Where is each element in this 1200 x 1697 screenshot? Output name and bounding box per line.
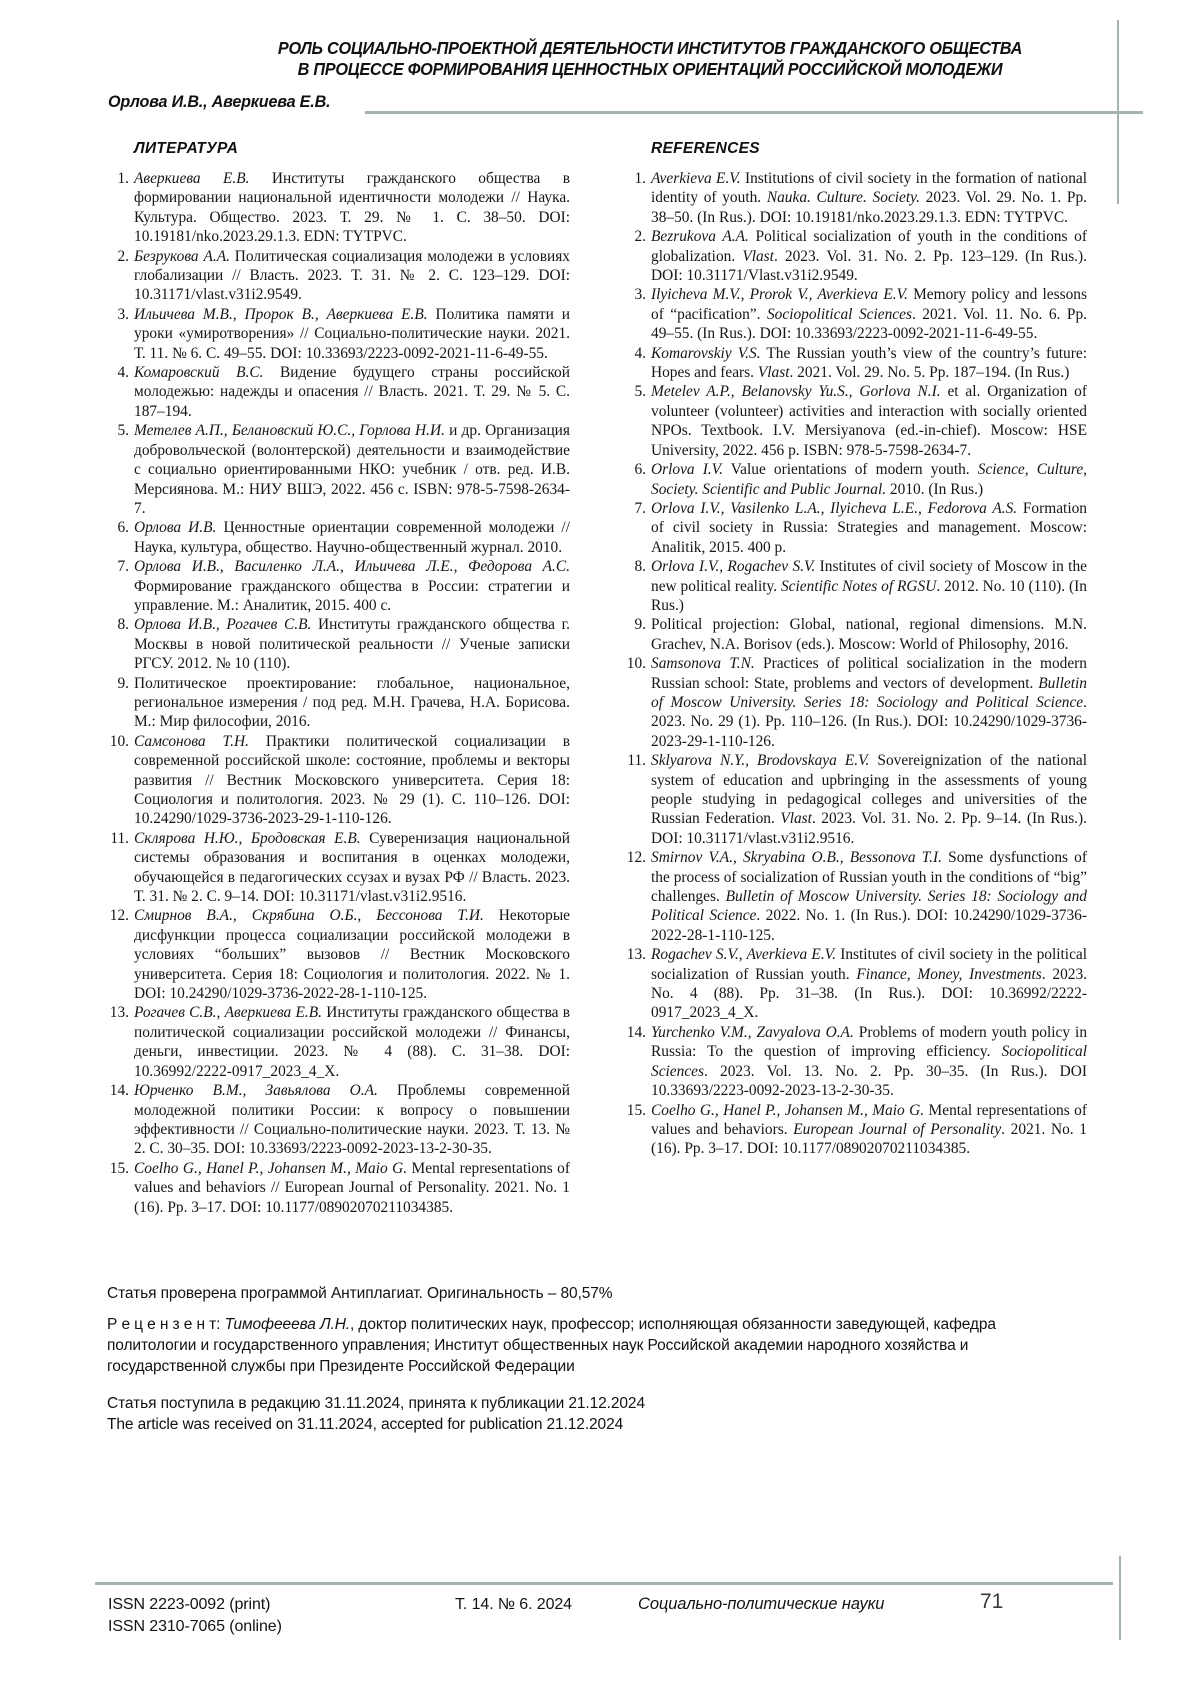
reference-item xyxy=(107,1003,570,1081)
literatura-column xyxy=(107,140,570,1217)
reference-number: 5. xyxy=(117,422,129,440)
reference-text: Метелев А.П., Белановский Ю.С., Горлова Н.И. и др. Организация добровольческой (волонтерской) деятельности и взаимодействие с социально ориентированными НКО: учебник / отв. ред. И.В. Мерсиянова. М.: НИУ ВШЭ, 2022. 456 с. ISBN: 978-5-7598-2634-7. xyxy=(134,422,570,517)
reference-number: 9. xyxy=(117,674,129,692)
reference-item xyxy=(624,499,1087,557)
reference-item xyxy=(107,906,570,1003)
received-date-ru: Статья поступила в редакцию 31.11.2024, принята к публикации 21.12.2024 xyxy=(107,1395,645,1412)
reference-text: Орлова И.В. Ценностные ориентации современной молодежи // Наука, культура, общество. Научно-общественный журнал. 2010. xyxy=(134,519,570,556)
reference-number: 14. xyxy=(109,1082,129,1100)
article-title-line-2: В ПРОЦЕССЕ ФОРМИРОВАНИЯ ЦЕННОСТНЫХ ОРИЕНТАЦИЙ РОССИЙСКОЙ МОЛОДЕЖИ xyxy=(297,58,1003,79)
reference-number: 3. xyxy=(117,305,129,323)
reference-text: Склярова Н.Ю., Бродовская Е.В. Суверенизация национальной системы образования и воспитания в оценках молодежи, обучающейся в педагогических ссузах и вузах РФ // Власть. 2023. Т. 31. № 2. С. 9–14. DOI: 10.31171/vlast.v31i2.9516. xyxy=(134,829,570,906)
issn-block xyxy=(108,1594,282,1638)
antiplagiat-note: Статья проверена программой Антиплагиат. Оригинальность – 80,57% xyxy=(107,1285,613,1302)
reference-number: 7. xyxy=(117,558,129,576)
reference-item xyxy=(107,557,570,615)
reference-item xyxy=(107,829,570,907)
references-list xyxy=(624,169,1087,1159)
reference-number: 14. xyxy=(626,1023,646,1041)
footer-divider-rule xyxy=(95,1582,1113,1585)
reference-number: 6. xyxy=(634,461,646,479)
reference-item xyxy=(624,654,1087,751)
reference-item xyxy=(624,557,1087,615)
reference-text: Metelev A.P., Belanovsky Yu.S., Gorlova N.I. et al. Organization of volunteer (volunteer) activities and interaction with socially oriented NPOs. Textbook. I.V. Mersiyanova (ed.-in-chief). Moscow: HSE University, 2022. 456 p. ISBN: 978-5-7598-2634-7. xyxy=(651,383,1087,459)
reference-number: 11. xyxy=(627,752,646,770)
reference-number: 12. xyxy=(626,849,646,867)
reference-text: Orlova I.V., Vasilenko L.A., Ilyicheva L.E., Fedorova A.S. Formation of civil society in Russia: Strategies and management. Moscow: Analitik, 2015. 400 p. xyxy=(651,499,1088,556)
reference-item xyxy=(107,363,570,421)
reference-item xyxy=(624,460,1087,499)
header-divider-rule xyxy=(365,111,1143,114)
reference-item xyxy=(107,732,570,829)
references-column xyxy=(624,140,1087,1217)
reference-number: 9. xyxy=(634,616,646,634)
reference-columns xyxy=(107,140,1087,1217)
article-title-line-1: РОЛЬ СОЦИАЛЬНО-ПРОЕКТНОЙ ДЕЯТЕЛЬНОСТИ ИНСТИТУТОВ ГРАЖДАНСКОГО ОБЩЕСТВА xyxy=(277,38,1023,58)
reference-text: Coelho G., Hanel P., Johansen M., Maio G. Mental representations of values and behaviors // European Journal of Personality. 2021. No. 1 (16). Pp. 3–17. DOI: 10.1177/08902070211034385. xyxy=(134,1159,570,1216)
literatura-heading: ЛИТЕРАТУРА xyxy=(134,140,239,157)
reference-text: Orlova I.V., Rogachev S.V. Institutes of civil society of Moscow in the new political reality. Scientific Notes of RGSU. 2012. No. 10 (110). (In Rus.) xyxy=(651,558,1087,614)
reference-item xyxy=(624,344,1087,383)
reference-number: 2. xyxy=(634,228,646,246)
reference-text: Samsonova T.N. Practices of political socialization in the modern Russian school: State, problems and vectors of development. Bulletin of Moscow University. Series 18: Sociology and Political Science. 2023. No. 29 (1). Pp. 110–126. (In Rus.). DOI: 10.24290/1029-3736-2023-29-1-110-126. xyxy=(651,655,1087,750)
reference-number: 15. xyxy=(109,1159,129,1177)
reference-item xyxy=(107,518,570,557)
reference-number: 15. xyxy=(626,1101,646,1119)
reference-number: 11. xyxy=(110,829,129,847)
reference-number: 4. xyxy=(634,344,646,362)
reference-text: Ильичева М.В., Пророк В., Аверкиева Е.В. Политика памяти и уроки «умиротворения» // Социально-политические науки. 2021. Т. 11. № 6. С. 49–55. DOI: 10.33693/2223-0092-2021-11-6-49-55. xyxy=(134,305,570,362)
issn-online: ISSN 2310-7065 (online) xyxy=(108,1618,282,1635)
reference-text: Political projection: Global, national, regional dimensions. M.N. Grachev, N.A. Borisov (eds.). Moscow: World of Philosophy, 2016. xyxy=(651,616,1087,653)
reference-number: 10. xyxy=(626,655,646,673)
reference-item xyxy=(107,1159,570,1217)
reference-item xyxy=(107,421,570,518)
reference-item xyxy=(107,1081,570,1159)
reference-item xyxy=(624,169,1087,227)
reference-text: Coelho G., Hanel P., Johansen M., Maio G. Mental representations of values and behaviors. European Journal of Personality. 2021. No. 1 (16). Pp. 3–17. DOI: 10.1177/08902070211034385. xyxy=(651,1101,1088,1158)
reference-text: Ilyicheva M.V., Prorok V., Averkieva E.V. Memory policy and lessons of “pacification”. Sociopolitical Sciences. 2021. Vol. 11. No. 6. Pp. 49–55. (In Rus.). DOI: 10.33693/2223-0092-2021-11-6-49-55. xyxy=(651,286,1088,343)
reference-number: 1. xyxy=(634,170,646,187)
reference-text: Rogachev S.V., Averkieva E.V. Institutes of civil society in the political socialization of Russian youth. Finance, Money, Investments. 2023. No. 4 (88). Pp. 31–38. (In Rus.). DOI: 10.36992/2222-0917_2023_4_X. xyxy=(651,946,1088,1022)
bottom-notes xyxy=(107,1283,1022,1435)
reviewer-note: Р е ц е н з е н т: Тимофееева Л.Н., доктор политических наук, профессор; исполняющая обязанности заведующей, кафедра политологии и государственного управления; Институт общественных наук Российской академии народного хозяйства и государственной службы при Президенте Российской Федерации xyxy=(107,1316,996,1375)
reference-text: Смирнов В.А., Скрябина О.Б., Бессонова Т.И. Некоторые дисфункции процесса социализации российской молодежи в условиях “больших” вызовов // Вестник Московского университета. Серия 18: Социология и политология. 2022. № 1. DOI: 10.24290/1029-3736-2022-28-1-110-125. xyxy=(134,907,570,1003)
reference-text: Smirnov V.A., Skryabina O.B., Bessonova T.I. Some dysfunctions of the process of socialization of Russian youth in the conditions of “big” challenges. Bulletin of Moscow University. Series 18: Sociology and Political Science. 2022. No. 1. (In Rus.). DOI: 10.24290/1029-3736-2022-28-1-110-125. xyxy=(651,849,1087,944)
reference-item xyxy=(624,848,1087,945)
reference-text: Политическое проектирование: глобальное, национальное, региональное измерения / под ред. М.Н. Грачева, Н.А. Борисова. М.: Мир философии, 2016. xyxy=(134,674,570,731)
reference-number: 13. xyxy=(626,946,646,964)
reference-text: Orlova I.V. Value orientations of modern youth. Science, Culture, Society. Scientific and Public Journal. 2010. (In Rus.) xyxy=(651,461,1087,498)
reference-text: Самсонова Т.Н. Практики политической социализации в современной российской школе: состояние, проблемы и векторы развития // Вестник Московского университета. Серия 18: Социология и политология. 2023. № 29 (1). С. 110–126. DOI: 10.24290/1029-3736-2023-29-1-110-126. xyxy=(134,732,570,828)
reference-number: 13. xyxy=(109,1004,129,1022)
reference-item xyxy=(624,1023,1087,1101)
page-number: 71 xyxy=(980,1590,1004,1613)
received-date-en: The article was received on 31.11.2024, accepted for publication 21.12.2024 xyxy=(107,1416,624,1433)
reference-item xyxy=(624,382,1087,460)
footer-vertical-rule xyxy=(1119,1556,1121,1640)
reference-text: Комаровский В.С. Видение будущего страны российской молодежью: надежды и опасения // Власть. 2021. Т. 29. № 5. С. 187–194. xyxy=(134,364,570,420)
reference-item xyxy=(107,169,570,247)
reference-item xyxy=(624,945,1087,1023)
reference-number: 8. xyxy=(634,558,646,576)
reference-number: 12. xyxy=(109,907,129,925)
reference-number: 2. xyxy=(117,247,129,265)
reference-text: Komarovskiy V.S. The Russian youth’s view of the country’s future: Hopes and fears. Vlast. 2021. Vol. 29. No. 5. Pp. 187–194. (In Rus.) xyxy=(651,344,1087,382)
journal-name: Социально-политические науки xyxy=(638,1595,885,1613)
reference-text: Рогачев С.В., Аверкиева Е.В. Институты гражданского общества в политической социализации российской молодежи // Финансы, деньги, инвестиции. 2023. № 4 (88). С. 31–38. DOI: 10.36992/2222-0917_2023_4_X. xyxy=(134,1004,570,1080)
reference-text: Averkieva E.V. Institutions of civil society in the formation of national identity of youth. Nauka. Culture. Society. 2023. Vol. 29. No. 1. Pp. 38–50. (In Rus.). DOI: 10.19181/nko.2023.29.1.3. EDN: TYTPVC. xyxy=(651,170,1087,226)
reference-item xyxy=(624,751,1087,848)
reference-number: 7. xyxy=(634,499,646,517)
reference-number: 6. xyxy=(117,519,129,537)
reference-text: Yurchenko V.M., Zavyalova O.A. Problems of modern youth policy in Russia: To the question of improving efficiency. Sociopolitical Sciences. 2023. Vol. 13. No. 2. Pp. 30–35. (In Rus.). DOI 10.33693/2223-0092-2023-13-2-30-35. xyxy=(651,1023,1088,1100)
reference-number: 4. xyxy=(117,364,129,382)
reference-number: 5. xyxy=(634,383,646,401)
reference-item xyxy=(107,615,570,673)
reference-text: Юрченко В.М., Завьялова О.А. Проблемы современной молодежной политики России: к вопросу о повышении эффективности // Социально-политические науки. 2023. Т. 13. № 2. С. 30–35. DOI: 10.33693/2223-0092-2023-13-2-30-35. xyxy=(134,1082,570,1158)
reference-item xyxy=(624,1101,1087,1159)
received-dates xyxy=(107,1393,1022,1435)
reference-number: 1. xyxy=(117,170,129,187)
reference-number: 3. xyxy=(634,286,646,304)
reference-item xyxy=(107,305,570,363)
reference-text: Bezrukova A.A. Political socialization of youth in the conditions of globalization. Vlast. 2023. Vol. 31. No. 2. Pp. 123–129. (In Rus.). DOI: 10.31171/Vlast.v31i2.9549. xyxy=(651,228,1088,285)
header-vertical-rule xyxy=(1117,20,1119,204)
reference-number: 10. xyxy=(109,732,129,750)
reference-text: Sklyarova N.Y., Brodovskaya E.V. Sovereignization of the national system of education and upbringing in the assessments of young people studying in pedagogical colleges and universities of the Russian Federation. Vlast. 2023. Vol. 31. No. 2. Pp. 9–14. (In Rus.). DOI: 10.31171/vlast.v31i2.9516. xyxy=(651,752,1087,847)
reference-item xyxy=(107,674,570,732)
issn-print: ISSN 2223-0092 (print) xyxy=(108,1596,271,1613)
reference-text: Аверкиева Е.В. Институты гражданского общества в формировании национальной идентичности молодежи // Наука. Культура. Общество. 2023. Т. 29. № 1. С. 38–50. DOI: 10.19181/nko.2023.29.1.3. EDN: TYTPVC. xyxy=(134,170,570,246)
reference-text: Орлова И.В., Рогачев С.В. Институты гражданского общества г. Москвы в новой политической реальности // Ученые записки РГСУ. 2012. № 10 (110). xyxy=(134,616,570,673)
reference-item xyxy=(624,285,1087,343)
references-heading: REFERENCES xyxy=(651,140,760,157)
reference-item xyxy=(107,247,570,305)
authors-line: Орлова И.В., Аверкиева Е.В. xyxy=(108,92,331,111)
article-title xyxy=(185,38,1115,79)
reference-text: Орлова И.В., Василенко Л.А., Ильичева Л.Е., Федорова А.С. Формирование гражданского общества в России: стратегии и управление. М.: Аналитик, 2015. 400 с. xyxy=(134,558,570,614)
volume-issue: Т. 14. № 6. 2024 xyxy=(455,1596,572,1613)
reference-number: 8. xyxy=(117,616,129,634)
literatura-list xyxy=(107,169,570,1217)
reference-text: Безрукова А.А. Политическая социализация молодежи в условиях глобализации // Власть. 2023. Т. 31. № 2. С. 123–129. DOI: 10.31171/vlast.v31i2.9549. xyxy=(134,247,570,304)
reference-item xyxy=(624,227,1087,285)
reference-item xyxy=(624,615,1087,654)
